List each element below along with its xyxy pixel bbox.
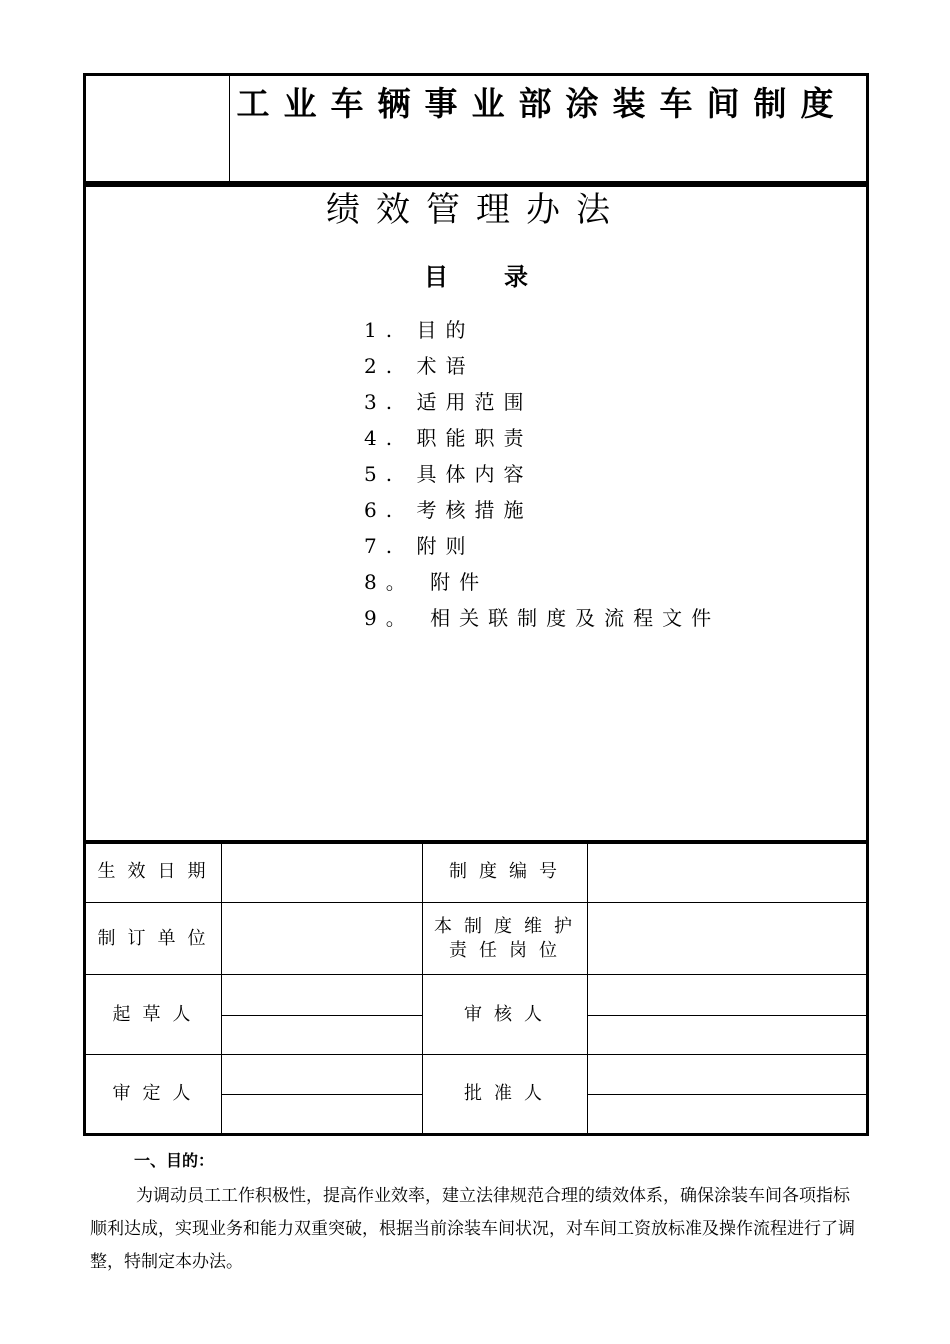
divider <box>222 1094 422 1095</box>
document-subtitle: 绩效管理办法 <box>326 190 626 230</box>
drafter-value[interactable] <box>222 975 423 1055</box>
section-paragraph: 为调动员工工作积极性，提高作业效率，建立法律规范合理的绩效体系，确保涂装车间各项指标顺利达成，实现业务和能力双重突破，根据当前涂装车间状况，对车间工资放标准及操作流程进行了调整，特制定本办法。 <box>90 1186 855 1272</box>
document-title: 工业车辆事业部涂装车间制度 <box>236 84 848 123</box>
effective-date-label: 生效日期 <box>85 841 222 903</box>
finalizer-label: 审定人 <box>85 1055 222 1135</box>
logo-cell <box>86 76 230 181</box>
toc-heading <box>86 260 866 294</box>
drafter-label: 起草人 <box>85 975 222 1055</box>
reviewer-value[interactable] <box>588 975 868 1055</box>
toc-list <box>364 312 720 636</box>
toc-item: 2. 术语 <box>364 354 475 378</box>
toc-item: 4. 职能职责 <box>364 426 533 450</box>
divider <box>588 1094 866 1095</box>
policy-number-label: 制度编号 <box>423 841 588 903</box>
approver-value[interactable] <box>588 1055 868 1135</box>
maintain-post-label: 本制度维护责任岗位 <box>423 903 588 975</box>
toc-heading-right: 录 <box>504 263 528 291</box>
divider <box>222 1015 422 1016</box>
toc-item: 3. 适用范围 <box>364 390 533 414</box>
finalizer-value[interactable] <box>222 1055 423 1135</box>
toc-item: 8。 附件 <box>364 570 489 594</box>
section-heading: 一、目的： <box>134 1151 215 1170</box>
toc-item: 6. 考核措施 <box>364 498 533 522</box>
toc-heading-left: 目 <box>424 263 448 291</box>
divider <box>588 1015 866 1016</box>
toc-item: 9。 相关联制度及流程文件 <box>364 606 721 630</box>
toc-item: 1. 目的 <box>364 318 475 342</box>
signature-table <box>83 840 869 1136</box>
maintain-post-value[interactable] <box>588 903 868 975</box>
toc-item: 7. 附则 <box>364 534 475 558</box>
reviewer-label: 审核人 <box>423 975 588 1055</box>
approver-label: 批准人 <box>423 1055 588 1135</box>
effective-date-value[interactable] <box>222 841 423 903</box>
issuing-unit-label: 制订单位 <box>85 903 222 975</box>
toc-item: 5. 具体内容 <box>364 462 533 486</box>
policy-number-value[interactable] <box>588 841 868 903</box>
issuing-unit-value[interactable] <box>222 903 423 975</box>
